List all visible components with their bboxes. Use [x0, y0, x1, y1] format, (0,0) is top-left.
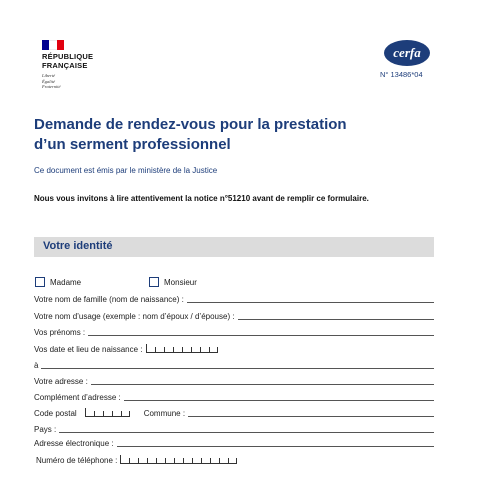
complement-field[interactable]: [124, 393, 434, 401]
telephone-boxes[interactable]: [120, 455, 237, 464]
row-nom-usage: [34, 310, 434, 322]
prenoms-label: Vos prénoms :: [34, 328, 86, 337]
date-naissance-boxes[interactable]: [146, 344, 218, 353]
notice-text: Nous vous invitons à lire attentivement la notice n°51210 avant de remplir ce formulaire.: [34, 194, 369, 203]
row-email: [34, 437, 434, 449]
row-code-postal-commune: [34, 407, 434, 419]
row-complement: [34, 391, 434, 403]
cerfa-number: N° 13486*04: [380, 70, 423, 79]
adresse-label: Votre adresse :: [34, 377, 88, 386]
adresse-field[interactable]: [91, 377, 434, 385]
pays-label: Pays :: [34, 425, 57, 434]
commune-field[interactable]: [188, 409, 434, 417]
section-header-identite: [34, 237, 434, 257]
checkbox-icon[interactable]: [149, 277, 159, 287]
row-telephone: [34, 454, 434, 466]
nom-famille-field[interactable]: [187, 295, 434, 303]
civility-madame[interactable]: [35, 277, 81, 287]
header: [0, 0, 480, 100]
nom-usage-label: Votre nom d’usage (exemple : nom d’époux / d’épouse) :: [34, 312, 235, 321]
republic-line-2: FRANÇAISE: [42, 60, 88, 70]
nom-usage-field[interactable]: [238, 312, 434, 320]
nom-famille-label: Votre nom de famille (nom de naissance) :: [34, 295, 184, 304]
monsieur-label: Monsieur: [164, 277, 197, 287]
republic-line-1: RÉPUBLIQUE: [42, 52, 94, 61]
civility-monsieur[interactable]: [149, 277, 197, 287]
motto-fraternite: Fraternité: [42, 84, 61, 89]
title-line-1: Demande de rendez-vous pour la prestation: [34, 116, 347, 133]
row-nom-famille: [34, 293, 434, 305]
row-naissance: [34, 343, 434, 355]
pays-field[interactable]: [59, 425, 434, 433]
cerfa-logo: cerfa: [384, 40, 430, 66]
complement-label: Complément d’adresse :: [34, 393, 121, 402]
french-flag-icon: [42, 40, 64, 50]
madame-label: Madame: [50, 277, 82, 287]
row-prenoms: [34, 326, 434, 338]
checkbox-icon[interactable]: [35, 277, 45, 287]
row-pays: [34, 423, 434, 435]
motto: [42, 73, 93, 90]
code-postal-label: Code postal: [34, 409, 77, 418]
motto-egalite: Égalité: [42, 78, 55, 84]
motto-liberte: Liberté: [42, 73, 55, 78]
row-lieu: [34, 359, 434, 371]
section-title: Votre identité: [43, 240, 113, 252]
telephone-label: Numéro de téléphone :: [36, 456, 118, 465]
email-label: Adresse électronique :: [34, 439, 114, 448]
lieu-field[interactable]: [41, 361, 434, 369]
code-postal-boxes[interactable]: [85, 408, 130, 417]
naissance-label: Vos date et lieu de naissance :: [34, 345, 143, 354]
page-title: [34, 115, 364, 155]
republique-francaise-logo: [42, 40, 93, 90]
email-field[interactable]: [117, 439, 434, 447]
issuer-text: Ce document est émis par le ministère de la Justice: [34, 166, 218, 175]
lieu-label: à: [34, 361, 39, 370]
title-line-2: d’un serment professionnel: [34, 136, 231, 153]
commune-label: Commune :: [143, 409, 186, 418]
prenoms-field[interactable]: [88, 328, 434, 336]
row-adresse: [34, 375, 434, 387]
